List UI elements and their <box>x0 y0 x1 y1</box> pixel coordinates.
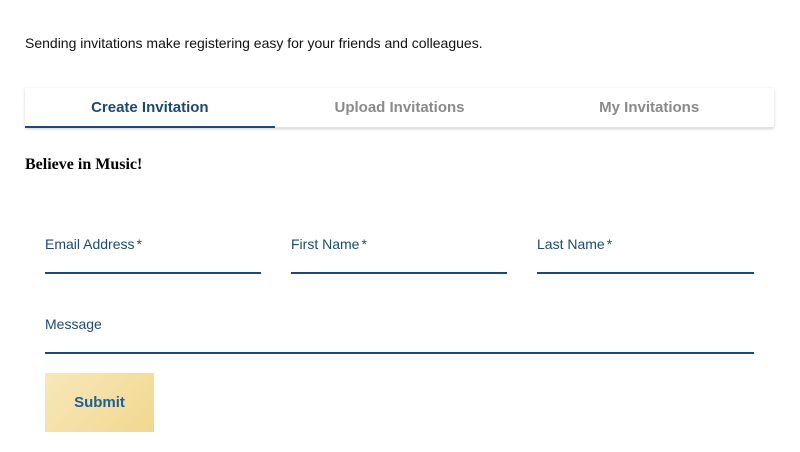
first-name-input[interactable] <box>291 252 507 274</box>
last-name-label: Last Name * <box>537 236 613 252</box>
required-marker: * <box>606 236 613 252</box>
email-input[interactable] <box>45 252 261 274</box>
submit-button[interactable]: Submit <box>45 373 154 432</box>
message-input[interactable] <box>45 332 754 354</box>
last-name-field-group <box>537 236 754 274</box>
tab-my-invitations[interactable]: My Invitations <box>599 99 700 116</box>
email-label: Email Address * <box>45 236 142 252</box>
required-marker: * <box>361 236 367 252</box>
invitation-tabs <box>25 88 774 128</box>
tab-create-invitation[interactable]: Create Invitation <box>25 88 275 127</box>
first-name-label: First Name * <box>291 236 367 252</box>
message-field-group <box>45 316 754 354</box>
required-marker: * <box>136 236 142 252</box>
message-label: Message <box>45 316 102 332</box>
first-name-field-group <box>291 236 507 274</box>
intro-text: Sending invitations make registering easy for your friends and colleagues. <box>25 35 483 51</box>
email-field-group <box>45 236 261 274</box>
last-name-input[interactable] <box>537 252 754 274</box>
tab-upload-invitations[interactable]: Upload Invitations <box>334 99 465 116</box>
section-heading: Believe in Music! <box>25 156 143 173</box>
